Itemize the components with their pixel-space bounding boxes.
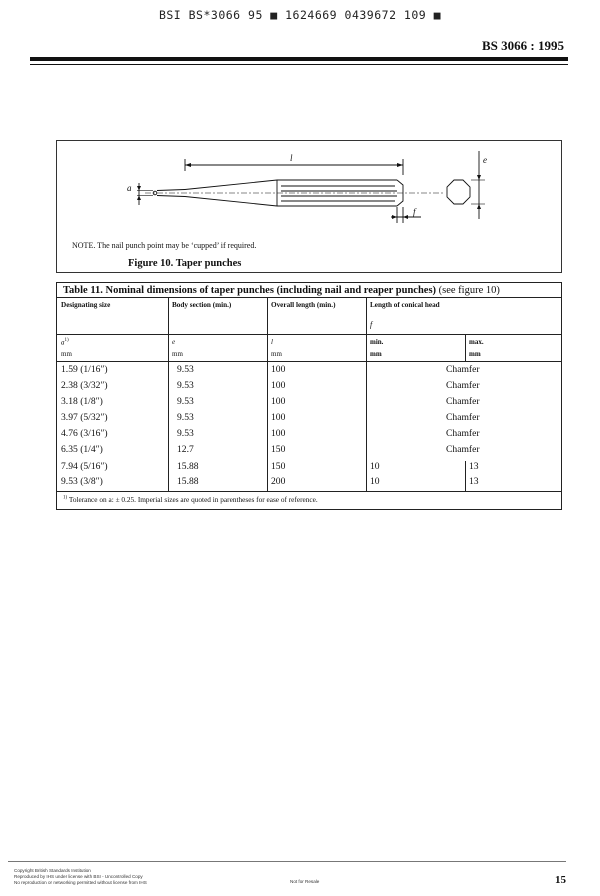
symbol-max: max. bbox=[469, 338, 484, 346]
dim-label-l: l bbox=[290, 153, 293, 163]
unit-max: mm bbox=[469, 350, 481, 358]
header-designating-size: Designating size bbox=[61, 301, 111, 309]
octagon-end-view bbox=[447, 180, 470, 204]
header-conical-head: Length of conical head bbox=[370, 301, 440, 309]
page-number: 15 bbox=[555, 874, 566, 886]
figure-note: NOTE. The nail punch point may be ‘cupped’ if required. bbox=[72, 241, 257, 250]
taper-punch-drawing bbox=[57, 141, 563, 274]
footer-copyright: Copyright British Standards Institution bbox=[14, 868, 91, 873]
symbol-a: $a^{1)}$ bbox=[61, 338, 69, 347]
unit-l: mm bbox=[271, 350, 282, 358]
symbol-l: l bbox=[271, 338, 273, 346]
footer-no-reproduction: No reproduction or networking permitted without license from IHS bbox=[14, 880, 147, 885]
table-11: Table 11. Nominal dimensions of taper punches (including nail and reaper punches) (see figure 10) Designating size Body section (min.) Overall length (min.) Length of conical head f $a^{1)}$ e l min. max. mm mm mm mm mm 1.59 (1/16″) 9.53 100 Chamfer 2.38 (3/32″) 9.53 100 Chamfer 3.18 (1/8″) 9.53 100 Chamfer 3.97 (5/32″) 9.53 100 Chamfer 4.76 (3/16″) 9.53 100 Chamfer 6.35 (1/4″) 12.7 150 Chamfer 7.94 (5/16″) 15.88 150 10 13 9.53 (3/8″) 15.88 200 10 13 $^{1)}$ Tolerance on a: ± 0.25. Imperial sizes are quoted in parentheses for ease of reference. bbox=[56, 282, 562, 510]
standard-id: BS 3066 : 1995 bbox=[482, 38, 564, 53]
header-overall-length: Overall length (min.) bbox=[271, 301, 336, 309]
figure-10-box bbox=[56, 140, 562, 273]
dim-label-f: f bbox=[413, 207, 416, 217]
dim-label-e: e bbox=[483, 155, 487, 165]
symbol-f: f bbox=[370, 320, 373, 329]
unit-min: mm bbox=[370, 350, 382, 358]
header-rule-thin bbox=[30, 64, 568, 65]
footer-rule bbox=[8, 861, 566, 862]
symbol-e: e bbox=[172, 338, 176, 346]
footer-not-for-resale: Not for Resale bbox=[290, 879, 320, 884]
scan-header-code: BSI BS*3066 95 ■ 1624669 0439672 109 ■ bbox=[158, 8, 442, 22]
table-title bbox=[63, 285, 500, 296]
unit-e: mm bbox=[172, 350, 183, 358]
symbol-min: min. bbox=[370, 338, 384, 346]
unit-a: mm bbox=[61, 350, 72, 358]
header-rule-thick bbox=[30, 57, 568, 61]
table-title-ref: (see figure 10) bbox=[438, 285, 500, 296]
table-footnote: $^{1)}$ Tolerance on a: ± 0.25. Imperial sizes are quoted in parentheses for ease of reference. bbox=[63, 495, 318, 504]
dim-label-a: a bbox=[127, 183, 132, 193]
footer-reproduced: Reproduced by IHS under license with BSI - Uncontrolled Copy bbox=[14, 874, 143, 879]
figure-caption: Figure 10. Taper punches bbox=[128, 258, 242, 269]
table-title-main: Table 11. Nominal dimensions of taper punches (including nail and reaper punches) bbox=[63, 285, 437, 296]
header-body-section: Body section (min.) bbox=[172, 301, 232, 309]
